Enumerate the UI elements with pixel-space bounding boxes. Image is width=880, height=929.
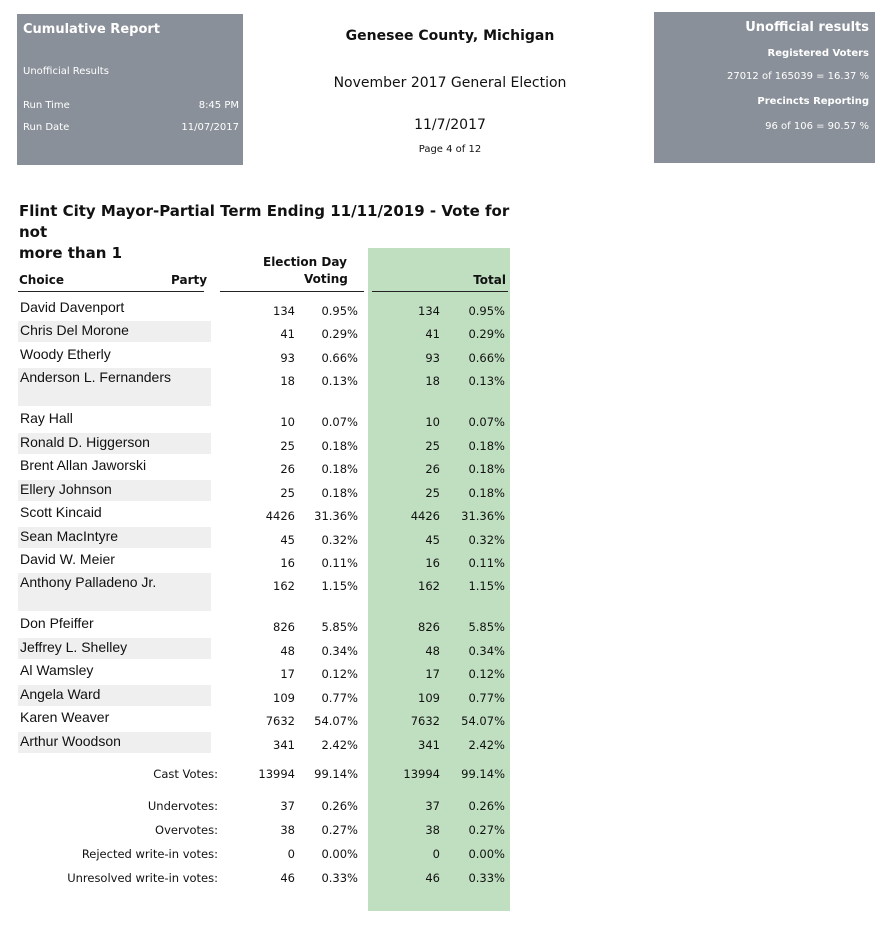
election-day-percent: 2.42% <box>321 738 358 752</box>
candidate-name: Anthony Palladeno Jr. <box>20 574 157 590</box>
total-votes: 25 <box>425 439 440 453</box>
summary-row <box>0 799 880 817</box>
total-percent: 5.85% <box>468 620 505 634</box>
total-percent: 0.13% <box>468 374 505 388</box>
total-percent: 0.18% <box>468 486 505 500</box>
election-day-votes: 16 <box>280 556 295 570</box>
candidate-row <box>0 638 880 659</box>
election-day-votes: 13994 <box>258 767 295 781</box>
total-votes: 25 <box>425 486 440 500</box>
total-votes: 162 <box>418 579 440 593</box>
election-day-votes: 341 <box>273 738 295 752</box>
election-day-votes: 18 <box>280 374 295 388</box>
election-day-votes: 48 <box>280 644 295 658</box>
candidate-row <box>0 480 880 501</box>
election-day-percent: 0.33% <box>321 871 358 885</box>
total-votes: 13994 <box>403 767 440 781</box>
candidate-row <box>0 527 880 548</box>
total-percent: 31.36% <box>461 509 505 523</box>
election-day-votes: 4426 <box>265 509 295 523</box>
precincts-reporting-label: Precincts Reporting <box>757 96 869 107</box>
summary-label: Cast Votes: <box>153 767 218 781</box>
election-day-percent: 0.18% <box>321 462 358 476</box>
race-title-line1: Flint City Mayor-Partial Term Ending 11/11/2019 - Vote for not <box>19 202 510 241</box>
candidate-row <box>0 345 880 366</box>
election-day-votes: 7632 <box>265 714 295 728</box>
results-status-title: Unofficial results <box>745 20 869 35</box>
election-day-percent: 0.13% <box>321 374 358 388</box>
candidate-name: Al Wamsley <box>20 662 94 678</box>
total-percent: 99.14% <box>461 767 505 781</box>
candidate-row <box>0 708 880 729</box>
summary-label: Overvotes: <box>155 823 218 837</box>
election-day-votes: 109 <box>273 691 295 705</box>
total-percent: 0.32% <box>468 533 505 547</box>
header-underline-choice <box>18 291 204 292</box>
choice-header: Choice <box>19 273 64 287</box>
candidate-name: Chris Del Morone <box>20 322 129 338</box>
total-percent: 0.18% <box>468 439 505 453</box>
total-percent: 0.18% <box>468 462 505 476</box>
page-number: Page 4 of 12 <box>418 144 482 155</box>
election-day-header: Election Day <box>263 255 347 269</box>
total-votes: 826 <box>418 620 440 634</box>
election-day-percent: 0.07% <box>321 415 358 429</box>
county-title: Genesee County, Michigan <box>345 28 555 44</box>
election-day-percent: 0.66% <box>321 351 358 365</box>
election-day-votes: 10 <box>280 415 295 429</box>
summary-label: Rejected write-in votes: <box>81 847 218 861</box>
total-votes: 93 <box>425 351 440 365</box>
election-day-votes: 45 <box>280 533 295 547</box>
total-percent: 2.42% <box>468 738 505 752</box>
run-date-row <box>23 122 239 133</box>
total-percent: 1.15% <box>468 579 505 593</box>
registered-voters-label: Registered Voters <box>767 48 869 59</box>
total-votes: 46 <box>425 871 440 885</box>
total-header: Total <box>473 273 506 287</box>
candidate-name: Jeffrey L. Shelley <box>20 639 128 655</box>
election-day-votes: 46 <box>280 871 295 885</box>
total-percent: 0.11% <box>468 556 505 570</box>
total-votes: 0 <box>432 847 440 861</box>
total-percent: 0.29% <box>468 327 505 341</box>
total-votes: 26 <box>425 462 440 476</box>
election-day-percent: 99.14% <box>314 767 358 781</box>
candidate-row <box>0 503 880 524</box>
summary-row <box>0 823 880 841</box>
election-day-percent: 0.26% <box>321 799 358 813</box>
candidate-row <box>0 409 880 430</box>
total-percent: 0.34% <box>468 644 505 658</box>
summary-row <box>0 847 880 865</box>
total-percent: 0.07% <box>468 415 505 429</box>
election-title: November 2017 General Election <box>333 75 567 91</box>
report-title: Cumulative Report <box>23 22 161 37</box>
candidate-row <box>0 661 880 682</box>
run-date-value: 11/07/2017 <box>181 122 239 133</box>
summary-row <box>0 871 880 889</box>
header-underline-total <box>372 291 508 292</box>
total-votes: 7632 <box>410 714 440 728</box>
election-day-votes: 17 <box>280 667 295 681</box>
election-day-voting-header: Voting <box>304 272 348 286</box>
run-time-value: 8:45 PM <box>198 100 239 111</box>
total-percent: 0.26% <box>468 799 505 813</box>
registered-voters-value: 27012 of 165039 = 16.37 % <box>726 71 869 82</box>
total-percent: 0.00% <box>468 847 505 861</box>
total-percent: 0.27% <box>468 823 505 837</box>
election-day-votes: 26 <box>280 462 295 476</box>
report-info-box <box>17 14 243 165</box>
candidate-name: Karen Weaver <box>20 709 110 725</box>
candidate-name: Sean MacIntyre <box>20 528 119 544</box>
run-time-row <box>23 100 239 111</box>
run-date-label: Run Date <box>23 122 70 133</box>
total-votes: 38 <box>425 823 440 837</box>
election-day-percent: 54.07% <box>314 714 358 728</box>
election-day-votes: 38 <box>280 823 295 837</box>
total-votes: 4426 <box>410 509 440 523</box>
candidate-row <box>0 298 880 319</box>
candidate-name: Woody Etherly <box>20 346 111 362</box>
total-votes: 134 <box>418 304 440 318</box>
total-votes: 18 <box>425 374 440 388</box>
candidate-name: Brent Allan Jaworski <box>20 457 147 473</box>
candidate-row <box>0 614 880 635</box>
total-votes: 45 <box>425 533 440 547</box>
total-votes: 48 <box>425 644 440 658</box>
election-day-votes: 826 <box>273 620 295 634</box>
election-day-votes: 134 <box>273 304 295 318</box>
election-day-percent: 0.29% <box>321 327 358 341</box>
election-day-percent: 0.00% <box>321 847 358 861</box>
election-day-votes: 93 <box>280 351 295 365</box>
candidate-row <box>0 732 880 753</box>
precincts-reporting-value: 96 of 106 = 90.57 % <box>765 121 869 132</box>
election-day-percent: 0.27% <box>321 823 358 837</box>
candidate-name: Scott Kincaid <box>20 504 102 520</box>
summary-row <box>0 767 880 785</box>
candidate-row <box>0 573 880 611</box>
candidate-name: David Davenport <box>20 299 125 315</box>
election-day-percent: 0.18% <box>321 439 358 453</box>
candidate-row <box>0 456 880 477</box>
total-percent: 0.77% <box>468 691 505 705</box>
race-title-line2: more than 1 <box>19 244 123 262</box>
election-date: 11/7/2017 <box>414 117 486 133</box>
run-time-label: Run Time <box>23 100 70 111</box>
total-percent: 0.33% <box>468 871 505 885</box>
total-votes: 10 <box>425 415 440 429</box>
header-underline-election-day <box>220 291 364 292</box>
candidate-name: Don Pfeiffer <box>20 615 94 631</box>
candidate-row <box>0 321 880 342</box>
election-day-votes: 41 <box>280 327 295 341</box>
election-day-percent: 0.11% <box>321 556 358 570</box>
election-day-percent: 31.36% <box>314 509 358 523</box>
candidate-name: Arthur Woodson <box>20 733 121 749</box>
total-votes: 41 <box>425 327 440 341</box>
party-header: Party <box>171 273 208 287</box>
summary-label: Unresolved write-in votes: <box>67 871 218 885</box>
election-day-votes: 0 <box>287 847 295 861</box>
election-day-percent: 1.15% <box>321 579 358 593</box>
candidate-row <box>0 685 880 706</box>
candidate-name: Ronald D. Higgerson <box>20 434 150 450</box>
election-day-percent: 0.32% <box>321 533 358 547</box>
total-percent: 0.12% <box>468 667 505 681</box>
total-votes: 16 <box>425 556 440 570</box>
election-day-percent: 0.12% <box>321 667 358 681</box>
candidate-name: Anderson L. Fernanders <box>20 369 171 385</box>
election-day-votes: 25 <box>280 486 295 500</box>
election-day-percent: 0.77% <box>321 691 358 705</box>
candidate-row <box>0 368 880 406</box>
summary-label: Undervotes: <box>147 799 218 813</box>
candidate-name: Ellery Johnson <box>20 481 112 497</box>
election-day-votes: 162 <box>273 579 295 593</box>
candidate-name: David W. Meier <box>20 551 115 567</box>
total-votes: 17 <box>425 667 440 681</box>
election-day-percent: 0.95% <box>321 304 358 318</box>
total-votes: 109 <box>418 691 440 705</box>
candidate-name: Angela Ward <box>20 686 101 702</box>
unofficial-label: Unofficial Results <box>23 66 109 77</box>
election-day-percent: 5.85% <box>321 620 358 634</box>
total-percent: 54.07% <box>461 714 505 728</box>
total-votes: 341 <box>418 738 440 752</box>
election-day-percent: 0.34% <box>321 644 358 658</box>
election-day-votes: 25 <box>280 439 295 453</box>
results-status-box <box>654 12 875 163</box>
election-day-percent: 0.18% <box>321 486 358 500</box>
candidate-row <box>0 550 880 571</box>
total-percent: 0.95% <box>468 304 505 318</box>
candidate-row <box>0 433 880 454</box>
total-votes: 37 <box>425 799 440 813</box>
total-percent: 0.66% <box>468 351 505 365</box>
candidate-name: Ray Hall <box>20 410 73 426</box>
election-day-votes: 37 <box>280 799 295 813</box>
